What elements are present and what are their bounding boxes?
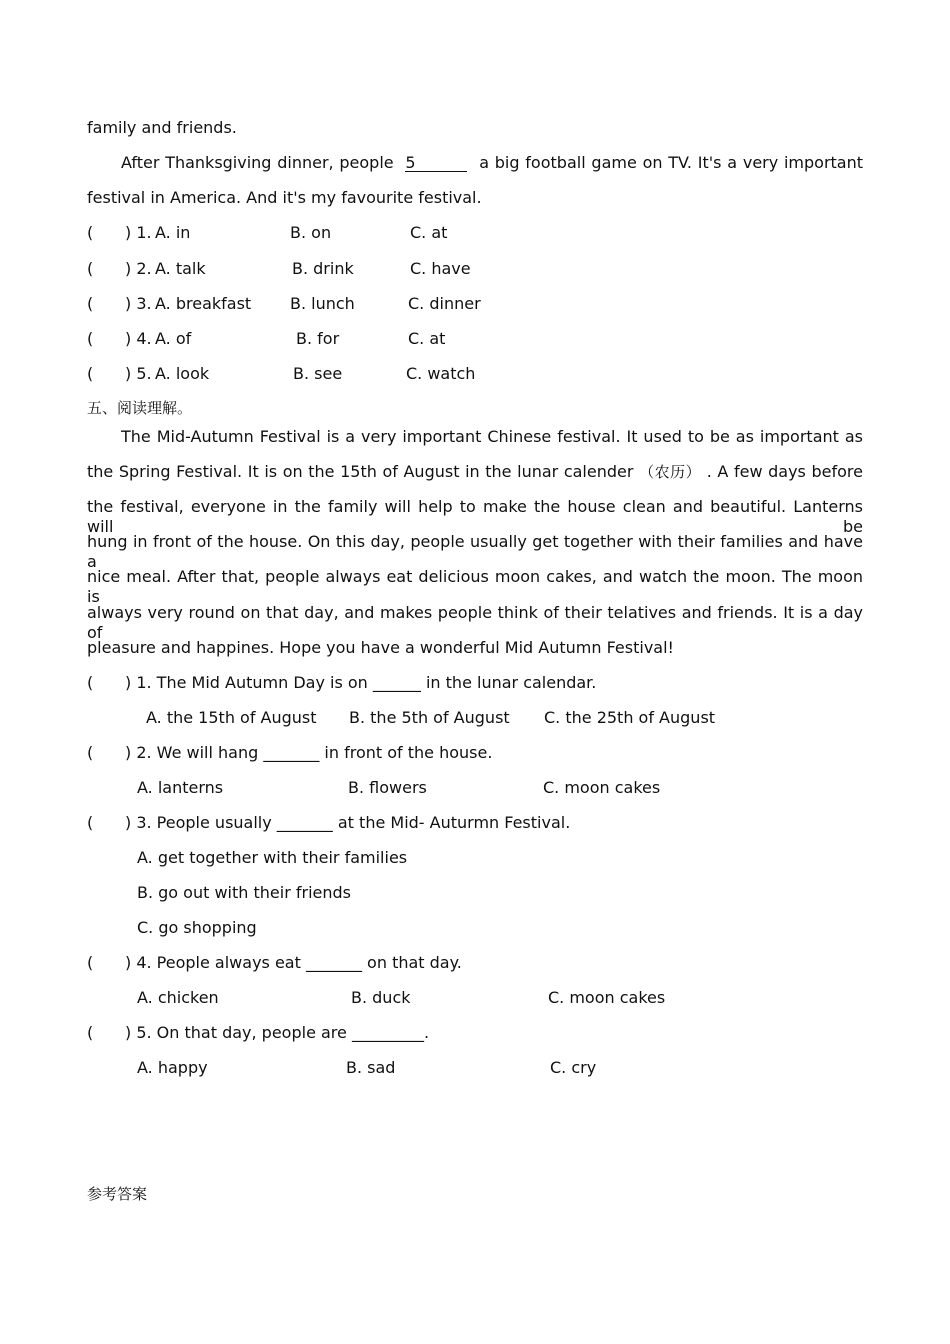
reading-passage-line — [87, 462, 863, 482]
option-b: B. for — [296, 329, 340, 348]
question-number: ) 3. — [125, 294, 152, 313]
question-stem: ) 5. On that day, people are _________. — [125, 1023, 430, 1042]
option-c: C. watch — [406, 364, 476, 383]
reading-passage-line: The Mid-Autumn Festival is a very important Chinese festival. It used to be as important as — [121, 427, 863, 446]
option-b: B. on — [290, 223, 332, 242]
question-stem: ) 3. People usually _______ at the Mid- Auturmn Festival. — [125, 813, 571, 832]
passage-text: a big football game on TV. It's a very important — [479, 153, 864, 172]
option-b: B. the 5th of August — [349, 708, 510, 727]
option-a: A. talk — [155, 259, 206, 278]
reading-passage-line: the festival, everyone in the family will help to make the house clean and beautiful. Lanterns will be — [87, 497, 863, 536]
passage-line: festival in America. And it's my favourite festival. — [87, 188, 482, 207]
option-c: C. at — [410, 223, 448, 242]
option-b: B. duck — [351, 988, 411, 1007]
answer-paren[interactable]: ( — [87, 259, 94, 278]
option-a: A. of — [155, 329, 192, 348]
lunar-calendar-note: （农历） — [639, 463, 702, 481]
question-number: ) 1. — [125, 223, 152, 242]
answer-blank-5: 5 — [405, 155, 467, 172]
answer-paren[interactable]: ( — [87, 953, 94, 972]
option-c: C. have — [410, 259, 471, 278]
passage-text: . A few days before — [706, 462, 863, 481]
answer-paren[interactable]: ( — [87, 743, 94, 762]
passage-line: family and friends. — [87, 118, 237, 137]
question-number: ) 5. — [125, 364, 152, 383]
question-number: ) 2. — [125, 259, 152, 278]
option-b: B. go out with their friends — [137, 883, 351, 902]
option-c: C. the 25th of August — [544, 708, 716, 727]
option-a: A. get together with their families — [137, 848, 408, 867]
reading-passage-line: nice meal. After that, people always eat delicious moon cakes, and watch the moon. The moon is — [87, 567, 863, 606]
option-a: A. happy — [137, 1058, 208, 1077]
option-c: C. moon cakes — [543, 778, 661, 797]
option-c: C. cry — [550, 1058, 597, 1077]
question-number: ) 4. — [125, 329, 152, 348]
option-c: C. at — [408, 329, 446, 348]
answer-paren[interactable]: ( — [87, 364, 94, 383]
reading-passage-line: pleasure and happines. Hope you have a wonderful Mid Autumn Festival! — [87, 638, 674, 657]
option-b: B. flowers — [348, 778, 427, 797]
passage-text: the Spring Festival. It is on the 15th of August in the lunar calender — [87, 462, 634, 481]
question-stem: ) 1. The Mid Autumn Day is on ______ in the lunar calendar. — [125, 673, 597, 692]
option-c: C. moon cakes — [548, 988, 666, 1007]
question-stem: ) 4. People always eat _______ on that day. — [125, 953, 462, 972]
option-a: A. the 15th of August — [146, 708, 317, 727]
option-a: A. breakfast — [155, 294, 252, 313]
answer-paren[interactable]: ( — [87, 813, 94, 832]
answer-paren[interactable]: ( — [87, 673, 94, 692]
passage-text: After Thanksgiving dinner, people — [121, 153, 394, 172]
reading-passage-line: hung in front of the house. On this day, people usually get together with their families and have a — [87, 532, 863, 571]
reading-passage-line: always very round on that day, and makes people think of their telatives and friends. It is a day of — [87, 603, 863, 642]
option-a: A. in — [155, 223, 191, 242]
question-stem: ) 2. We will hang _______ in front of the house. — [125, 743, 493, 762]
option-a: A. chicken — [137, 988, 219, 1007]
option-a: A. lanterns — [137, 778, 224, 797]
option-c: C. go shopping — [137, 918, 257, 937]
answer-key-heading: 参考答案 — [87, 1185, 148, 1203]
answer-paren[interactable]: ( — [87, 294, 94, 313]
option-b: B. lunch — [290, 294, 355, 313]
option-b: B. sad — [346, 1058, 396, 1077]
answer-paren[interactable]: ( — [87, 329, 94, 348]
option-b: B. drink — [292, 259, 354, 278]
answer-paren[interactable]: ( — [87, 223, 94, 242]
option-a: A. look — [155, 364, 210, 383]
answer-paren[interactable]: ( — [87, 1023, 94, 1042]
section-heading: 五、阅读理解。 — [87, 399, 193, 417]
option-b: B. see — [293, 364, 343, 383]
passage-line-with-blank — [121, 153, 863, 173]
option-c: C. dinner — [408, 294, 481, 313]
